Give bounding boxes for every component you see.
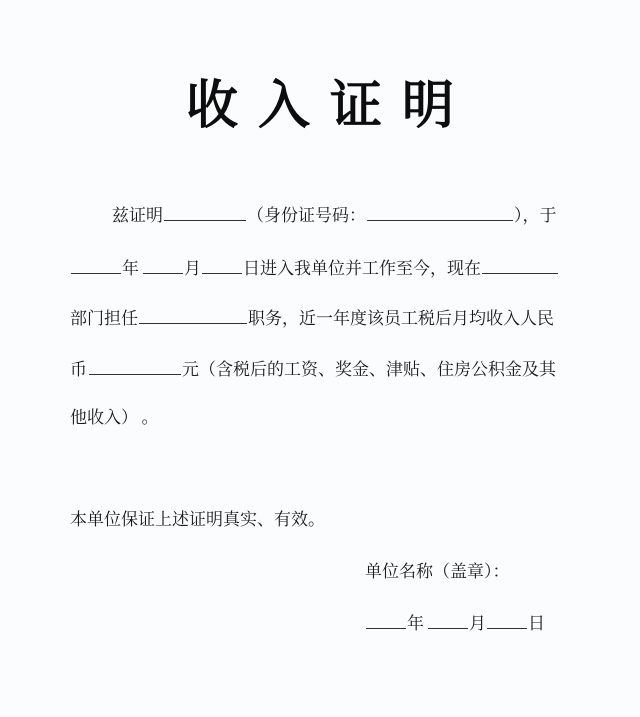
guarantee-statement: 本单位保证上述证明真实、有效。 [70, 510, 325, 530]
sign-month-label: 月 [469, 614, 486, 634]
position-blank[interactable] [139, 305, 247, 324]
department-blank[interactable] [482, 255, 558, 274]
closing-period: 。 [141, 408, 159, 428]
sign-month-blank[interactable] [428, 610, 468, 629]
name-blank[interactable] [164, 202, 246, 221]
start-day-blank[interactable] [202, 255, 242, 274]
income-amount-blank[interactable] [89, 356, 181, 375]
paragraph-line-2 [70, 255, 559, 281]
sign-year-blank[interactable] [366, 610, 406, 629]
start-month-blank[interactable] [143, 255, 183, 274]
paragraph-line-5 [70, 406, 159, 430]
start-year-blank[interactable] [71, 255, 121, 274]
id-label: （身份证号码： [247, 206, 366, 226]
paragraph-line-4 [70, 356, 556, 382]
sign-day-blank[interactable] [487, 610, 527, 629]
signature-date [365, 610, 545, 636]
year-label: 年 [122, 259, 139, 279]
sign-year-label: 年 [407, 614, 424, 634]
sign-day-label: 日 [528, 614, 545, 634]
paragraph-line-1 [112, 202, 557, 228]
other-income-text: 他收入） [70, 408, 130, 428]
paragraph-line-3 [70, 305, 554, 331]
currency-prefix: 币 [70, 360, 87, 380]
day-employment-text: 日进入我单位并工作至今，现在 [243, 259, 481, 279]
document-title: 收入证明 [185, 76, 474, 136]
certify-prefix: 兹证明 [112, 206, 163, 226]
unit-name-seal-label: 单位名称（盖章）： [365, 562, 510, 582]
id-number-blank[interactable] [367, 202, 513, 221]
position-income-text: 职务，近一年度该员工税后月均收入人民 [248, 309, 554, 329]
month-label: 月 [184, 259, 201, 279]
department-position-prefix: 部门担任 [70, 309, 138, 329]
income-details-text: 元（含税后的工资、奖金、津贴、住房公积金及其 [182, 360, 556, 380]
id-close-text: ），于 [514, 206, 557, 226]
